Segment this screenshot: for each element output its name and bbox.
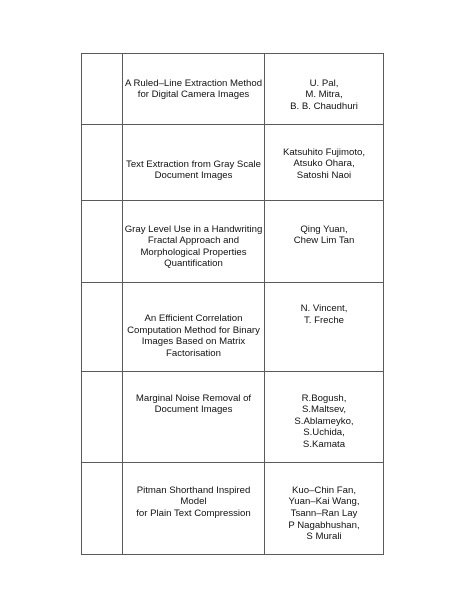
blank-cell (82, 200, 123, 282)
paper-title-cell (123, 200, 265, 282)
paper-title-cell (123, 54, 265, 125)
table-row (82, 200, 384, 282)
paper-title-cell (123, 282, 265, 372)
paper-authors: Katsuhito Fujimoto, Atsuko Ohara, Satoshi Naoi (282, 146, 366, 181)
table-row (82, 54, 384, 125)
paper-authors-cell (265, 124, 384, 200)
paper-title: Marginal Noise Removal of Document Images (135, 392, 252, 416)
paper-authors-cell (265, 282, 384, 372)
paper-title: Pitman Shorthand Inspired Model for Plain Text Compression (136, 484, 251, 520)
paper-title-cell (123, 372, 265, 463)
table-row (82, 372, 384, 463)
paper-title: Gray Level Use in a Handwriting Fractal Approach and Morphological Properties Quantification (124, 223, 263, 270)
paper-title-cell (123, 463, 265, 555)
paper-authors: Kuo–Chin Fan, Yuan–Kai Wang, Tsann–Ran Lay P Nagabhushan, S Murali (288, 484, 360, 543)
paper-authors-cell (265, 372, 384, 463)
paper-title: A Ruled–Line Extraction Method for Digital Camera Images (124, 77, 263, 101)
paper-authors: N. Vincent, T. Freche (300, 303, 348, 326)
paper-authors-cell (265, 463, 384, 555)
table-row (82, 124, 384, 200)
papers-table (81, 53, 384, 555)
blank-cell (82, 124, 123, 200)
table-row (82, 463, 384, 555)
blank-cell (82, 282, 123, 372)
paper-authors: R.Bogush, S.Maltsev, S.Ablameyko, S.Uchida, S.Kamata (294, 392, 354, 451)
paper-authors-cell (265, 54, 384, 125)
table-row (82, 282, 384, 372)
paper-authors-cell (265, 200, 384, 282)
blank-cell (82, 372, 123, 463)
blank-cell (82, 54, 123, 125)
paper-authors: Qing Yuan, Chew Lim Tan (293, 223, 355, 247)
blank-cell (82, 463, 123, 555)
paper-title: An Efficient Correlation Computation Method for Binary Images Based on Matrix Factorisation (127, 313, 260, 359)
paper-authors: U. Pal, M. Mitra, B. B. Chaudhuri (290, 77, 358, 112)
paper-title: Text Extraction from Gray Scale Document Images (126, 158, 261, 182)
paper-title-cell (123, 124, 265, 200)
